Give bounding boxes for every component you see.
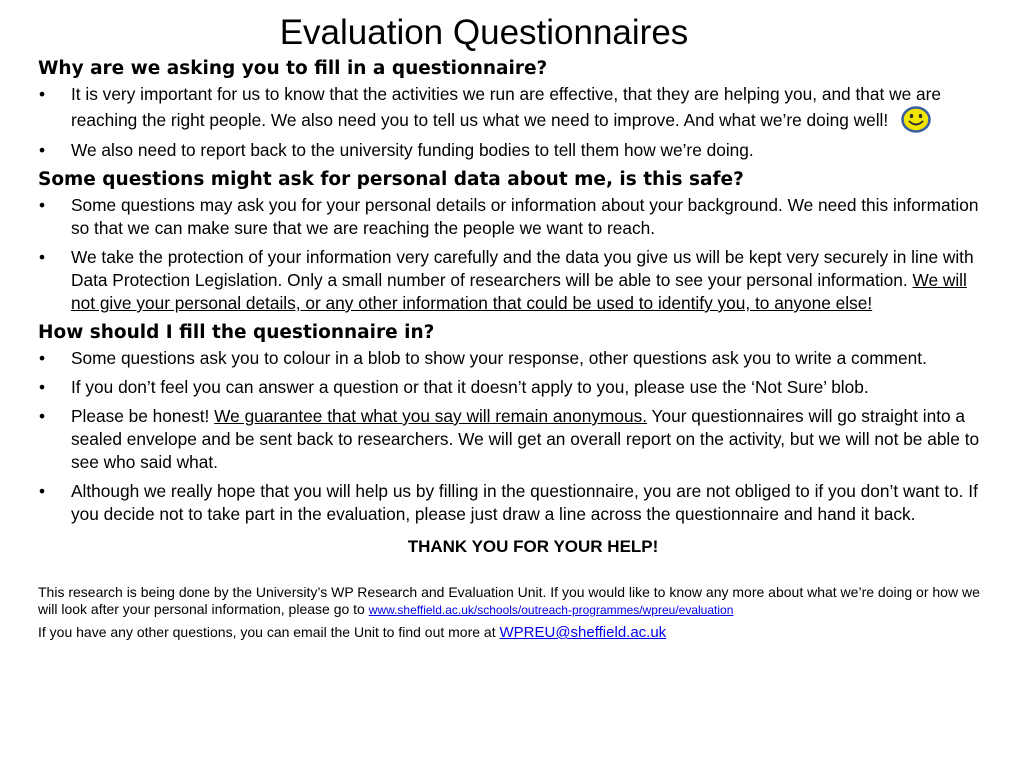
bullet-item [38,194,988,240]
bullet-item [38,376,988,399]
bullet-text-after: Your questionnaires will go straight into a sealed envelope and be sent back to researchers. We will get an overall report on the activity, but we will not be able to see who said what. [71,406,980,472]
bullet-dot: • [39,195,46,215]
smiley-face-icon [901,106,931,133]
bullet-text: Although we really hope that you will help us by filling in the questionnaire, you are not obliged to if you don’t want to. If you decide not to take part in the evaluation, please just draw a line across the questionnaire and hand it back. [71,481,978,524]
bullet-item [38,405,988,474]
evaluation-website-link[interactable]: www.sheffield.ac.uk/schools/outreach-programmes/wpreu/evaluation [368,603,734,617]
bullet-text: Some questions may ask you for your personal details or information about your background. We need this information so that we can make sure that we are reaching the people we want to reach. [71,195,979,238]
bullet-dot: • [39,84,46,104]
section-heading-how-to-fill: How should I fill the questionnaire in? [38,322,435,343]
footer-text: This research is being done by the University’s WP Research and Evaluation Unit. If you would like to know any more about what we’re doing or how we will look after your personal information, please go to [38,584,980,617]
bullet-dot: • [39,481,46,501]
footer-contact-info [38,624,983,641]
footer-text: If you have any other questions, you can email the Unit to find out more at [38,624,500,640]
bullet-text: If you don’t feel you can answer a question or that it doesn’t apply to you, please use the ‘Not Sure’ blob. [71,377,869,397]
bullet-item [38,480,988,526]
bullet-text: We take the protection of your information very carefully and the data you give us will be kept very securely in line with Data Protection Legislation. Only a small number of researchers will be able to see your personal information. [71,247,974,290]
bullet-text-underlined: We guarantee that what you say will remain anonymous. [214,406,648,426]
thank-you-message: THANK YOU FOR YOUR HELP! [407,537,659,556]
bullet-text-underlined: We will not give your personal details, or any other information that could be used to identify you, to anyone else! [71,270,967,313]
bullet-dot: • [39,377,46,397]
bullet-dot: • [39,247,46,267]
bullet-item [38,347,988,370]
slide-content [38,57,988,641]
bullet-text: We also need to report back to the university funding bodies to tell them how we’re doing. [71,140,754,160]
bullet-item [38,83,988,133]
footer-research-info [38,584,983,619]
section-heading-why: Why are we asking you to fill in a questionnaire? [38,58,548,79]
contact-email-link[interactable]: WPREU@sheffield.ac.uk [499,624,667,641]
slide-title: Evaluation Questionnaires [279,13,689,52]
bullet-item [38,139,988,162]
bullet-item [38,246,988,315]
bullet-dot: • [39,140,46,160]
bullet-text: Some questions ask you to colour in a blob to show your response, other questions ask you to write a comment. [71,348,927,368]
bullet-text: It is very important for us to know that the activities we run are effective, that they are helping you, and that we are reaching the right people. We also need you to tell us what we need to improve. And what we’re doing well! [71,84,941,130]
section-heading-personal-data: Some questions might ask for personal data about me, is this safe? [38,169,744,190]
bullet-text: Please be honest! [71,406,215,426]
bullet-dot: • [39,348,46,368]
bullet-dot: • [39,406,46,426]
